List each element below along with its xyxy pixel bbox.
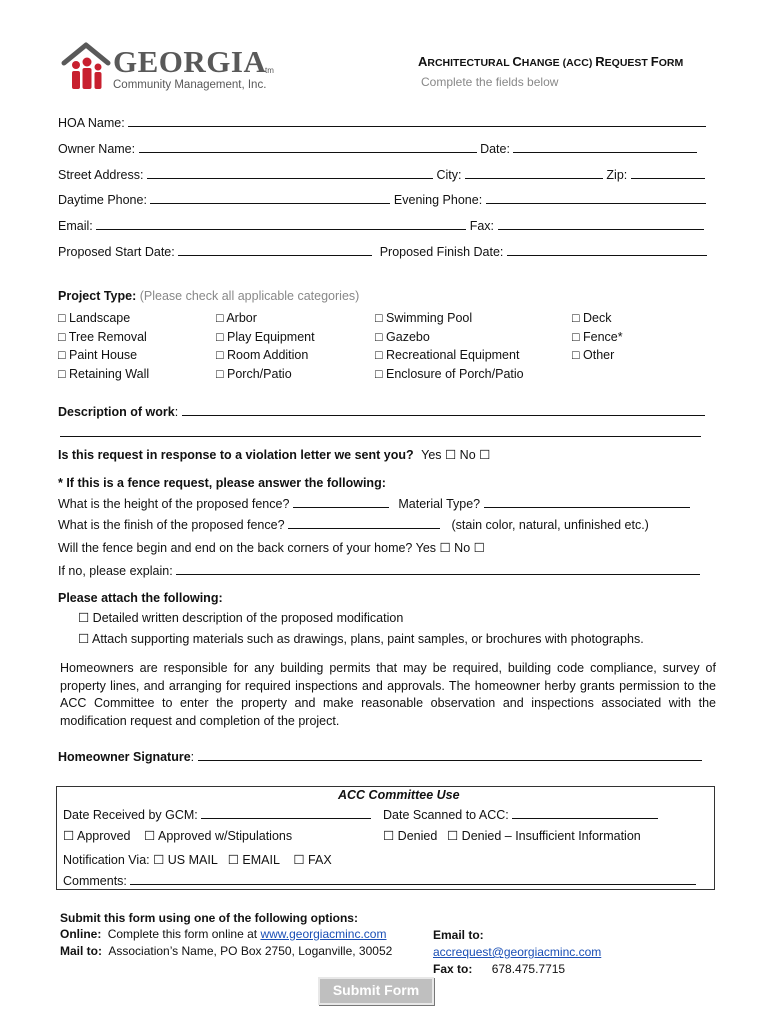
checkbox-deck[interactable]: □ Deck: [572, 311, 612, 325]
title-part: ORM: [658, 57, 684, 69]
project-col-4: [572, 309, 623, 365]
submit-options-heading: Submit this form using one of the following options:: [60, 911, 358, 925]
finish-date-field[interactable]: [507, 243, 707, 256]
description-field-line-2[interactable]: [60, 424, 701, 437]
checkbox-recreational-equipment[interactable]: □ Recreational Equipment: [375, 348, 520, 362]
hoa-name-label: HOA Name:: [58, 116, 125, 130]
title-part: RCHITECTURAL: [427, 57, 513, 69]
email-row: [58, 217, 704, 233]
checkbox-play-equipment[interactable]: □ Play Equipment: [216, 329, 315, 344]
comments-row: [63, 872, 696, 888]
fax-label: Fax:: [469, 219, 495, 233]
title-part: F: [650, 54, 659, 69]
mail-label: Mail to:: [60, 944, 102, 958]
attach-description-checkbox[interactable]: ☐ Detailed written description of the proposed modification: [78, 611, 404, 625]
project-col-2: [216, 309, 315, 383]
hoa-name-field[interactable]: [128, 114, 706, 127]
date-scanned-label: Date Scanned to ACC:: [383, 808, 509, 822]
daytime-phone-label: Daytime Phone:: [58, 193, 147, 207]
fence-finish-row: [58, 516, 649, 532]
approved-stipulations-checkbox[interactable]: ☐ Approved w/Stipulations: [144, 829, 293, 843]
checkbox-retaining-wall[interactable]: □ Retaining Wall: [58, 366, 150, 381]
form-title: [418, 54, 683, 69]
project-type-heading: [58, 289, 359, 303]
violation-yes-no-checkboxes[interactable]: Yes ☐ No ☐: [421, 448, 491, 462]
checkbox-other[interactable]: □ Other: [572, 348, 615, 362]
title-part: EQUEST: [604, 57, 651, 69]
approved-checkbox[interactable]: ☐ Approved: [63, 829, 131, 843]
owner-row: [58, 140, 697, 156]
daytime-phone-field[interactable]: [150, 191, 390, 204]
fence-height-label: What is the height of the proposed fence?: [58, 497, 290, 511]
notification-via-checkboxes[interactable]: Notification Via: ☐ US MAIL ☐ EMAIL ☐ FAX: [63, 853, 332, 867]
homeowner-disclaimer: Homeowners are responsible for any building permits that may be required, building code compliance, survey of property lines, and arranging for required inspections and approvals. The homeowner herby grants permission to the ACC Committee to enter the property and make reasonable observation and inspections associated with the modification request and completion of the project.: [60, 661, 716, 728]
title-part: A: [418, 54, 428, 69]
title-part: HANGE (ACC): [521, 57, 596, 69]
checkbox-fence[interactable]: □ Fence*: [572, 329, 623, 344]
date-received-field[interactable]: [201, 806, 371, 819]
fax-to-label: Fax to:: [433, 962, 473, 976]
comments-field[interactable]: [130, 872, 696, 885]
evening-phone-field[interactable]: [486, 191, 706, 204]
project-type-label: Project Type:: [58, 289, 137, 303]
city-label: City:: [436, 168, 462, 182]
title-part: C: [512, 54, 522, 69]
logo-subtitle: Community Management, Inc.: [113, 79, 267, 91]
zip-label: Zip:: [606, 168, 628, 182]
fence-height-row: [58, 495, 690, 511]
committee-title: ACC Committee Use: [338, 788, 460, 802]
date-scanned-row: [383, 806, 658, 822]
email-to-label: Email to:: [433, 928, 484, 942]
checkbox-swimming-pool[interactable]: □ Swimming Pool: [375, 311, 473, 325]
mail-row: [60, 944, 392, 958]
start-date-field[interactable]: [178, 243, 372, 256]
signature-label: Homeowner Signature: [58, 750, 191, 764]
date-field[interactable]: [513, 140, 697, 153]
website-link[interactable]: www.georgiacminc.com: [260, 927, 387, 941]
fax-field[interactable]: [498, 217, 704, 230]
online-row: [60, 927, 386, 941]
comments-label: Comments:: [63, 874, 127, 888]
date-received-row: [63, 806, 371, 822]
date-label: Date:: [480, 142, 510, 156]
fence-finish-label: What is the finish of the proposed fence?: [58, 518, 285, 532]
fence-finish-field[interactable]: [288, 516, 440, 529]
fax-number: 678.475.7715: [491, 962, 566, 976]
phone-row: [58, 191, 706, 207]
logo-trademark: tm: [265, 66, 274, 75]
street-address-field[interactable]: [147, 166, 433, 179]
title-part: R: [595, 54, 605, 69]
email-field[interactable]: [96, 217, 466, 230]
checkbox-arbor[interactable]: □ Arbor: [216, 311, 257, 325]
email-label: Email:: [58, 219, 93, 233]
fence-explain-row: [58, 562, 700, 578]
submit-form-button[interactable]: Submit Form: [318, 977, 434, 1005]
fence-heading: * If this is a fence request, please answer the following:: [58, 476, 386, 490]
material-type-label: Material Type?: [398, 497, 481, 511]
signature-colon: :: [190, 750, 195, 764]
company-logo: [58, 40, 278, 96]
project-col-1: [58, 309, 149, 383]
fence-corners-question[interactable]: Will the fence begin and end on the back corners of your home? Yes ☐ No ☐: [58, 541, 485, 555]
checkbox-landscape[interactable]: □ Landscape: [58, 311, 131, 325]
house-people-icon: [60, 41, 112, 93]
form-subtitle: Complete the fields below: [421, 75, 559, 89]
owner-name-label: Owner Name:: [58, 142, 136, 156]
city-field[interactable]: [465, 166, 603, 179]
fence-finish-note: (stain color, natural, unfinished etc.): [451, 518, 649, 532]
description-field[interactable]: [182, 403, 705, 416]
date-scanned-field[interactable]: [512, 806, 658, 819]
description-row: [58, 403, 705, 419]
checkbox-porch-patio[interactable]: □ Porch/Patio: [216, 366, 292, 381]
checkbox-tree-removal[interactable]: □ Tree Removal: [58, 329, 147, 344]
date-received-label: Date Received by GCM:: [63, 808, 198, 822]
street-address-label: Street Address:: [58, 168, 144, 182]
finish-date-label: Proposed Finish Date:: [379, 245, 504, 259]
signature-field[interactable]: [198, 748, 702, 761]
signature-row: [58, 748, 702, 764]
online-label: Online:: [60, 927, 102, 941]
attach-heading: Please attach the following:: [58, 591, 223, 605]
checkbox-room-addition[interactable]: □ Room Addition: [216, 348, 309, 362]
violation-question: Is this request in response to a violation letter we sent you?: [58, 448, 414, 462]
fence-height-field[interactable]: [293, 495, 389, 508]
start-date-label: Proposed Start Date:: [58, 245, 175, 259]
fax-row: [433, 962, 565, 976]
project-type-hint: (Please check all applicable categories): [139, 289, 360, 303]
denied-insufficient-checkbox[interactable]: ☐ Denied – Insufficient Information: [447, 829, 641, 843]
violation-row: [58, 447, 490, 462]
description-colon: :: [174, 405, 179, 419]
denied-checkbox[interactable]: ☐ Denied: [383, 829, 438, 843]
material-type-field[interactable]: [484, 495, 690, 508]
dates-row: [58, 243, 707, 259]
checkbox-gazebo[interactable]: □ Gazebo: [375, 329, 430, 344]
fence-explain-field[interactable]: [176, 562, 700, 575]
fence-explain-label: If no, please explain:: [58, 564, 173, 578]
attach-materials-checkbox[interactable]: ☐ Attach supporting materials such as drawings, plans, paint samples, or brochures with photographs.: [78, 632, 644, 646]
checkbox-paint-house[interactable]: □ Paint House: [58, 348, 138, 362]
project-col-3: [375, 309, 524, 383]
checkbox-enclosure-porch-patio[interactable]: □ Enclosure of Porch/Patio: [375, 366, 524, 381]
logo-brand: GEORGIA: [113, 44, 267, 79]
evening-phone-label: Evening Phone:: [393, 193, 483, 207]
owner-name-field[interactable]: [139, 140, 477, 153]
mail-address: Association’s Name, PO Box 2750, Loganville, 30052: [108, 944, 393, 958]
address-row: [58, 166, 705, 182]
email-link[interactable]: accrequest@georgiacminc.com: [433, 945, 602, 959]
hoa-name-row: [58, 114, 706, 130]
zip-field[interactable]: [631, 166, 705, 179]
online-text: Complete this form online at: [107, 927, 258, 941]
description-label: Description of work: [58, 405, 175, 419]
